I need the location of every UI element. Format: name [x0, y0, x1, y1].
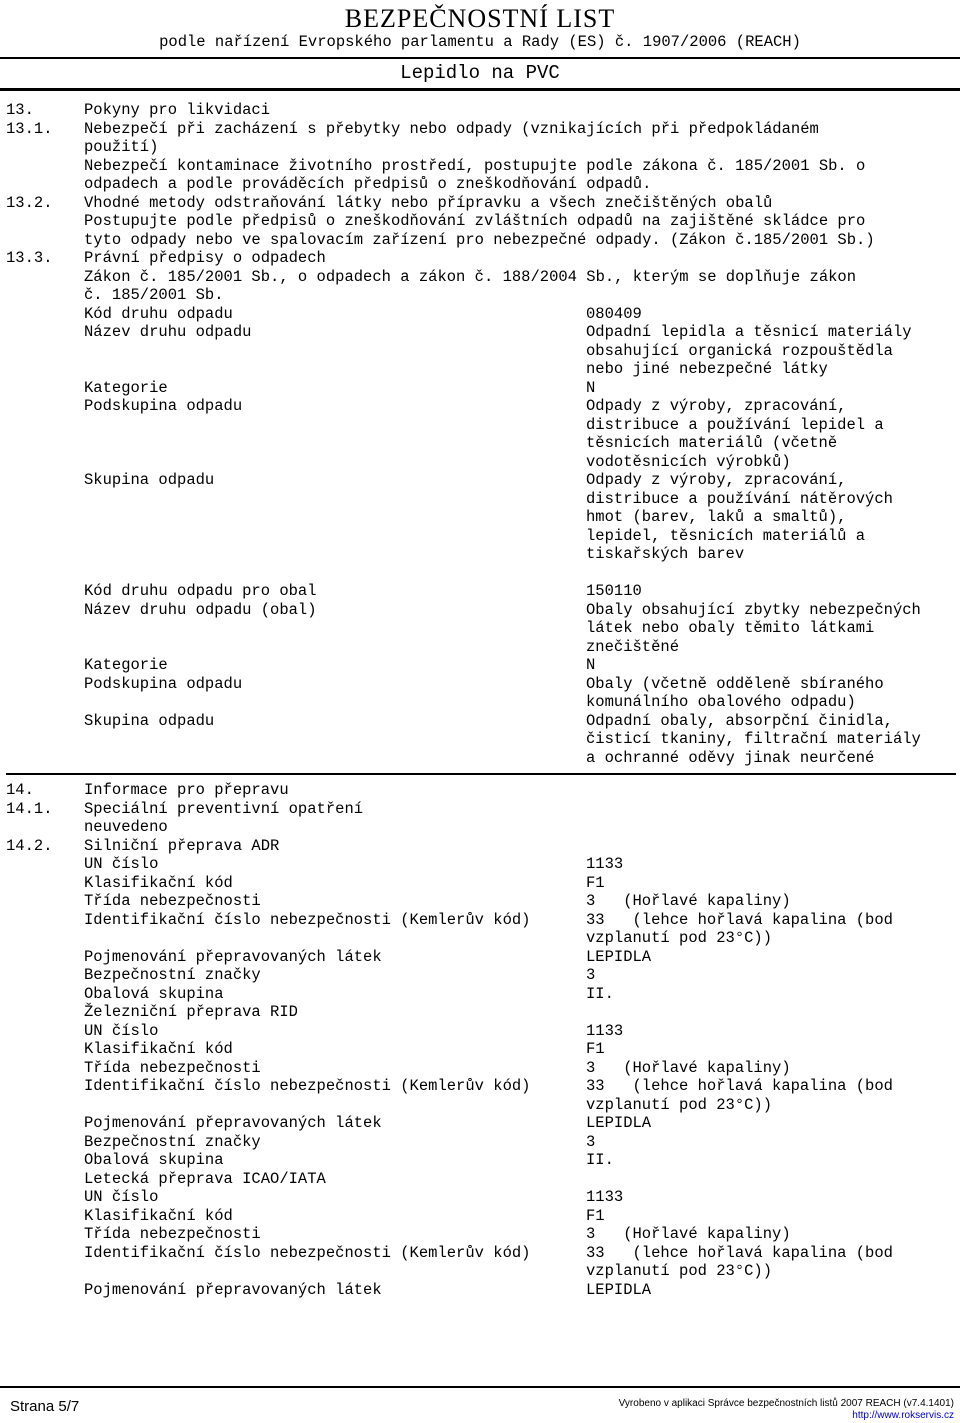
adr-un-row: UN číslo 1133	[84, 855, 624, 873]
text-line: vzplanutí pod 23°C))	[586, 1262, 773, 1280]
text-line: obsahující organická rozpouštědla	[586, 341, 893, 360]
rid-labels-row: Bezpečnostní značky 3	[84, 1132, 596, 1151]
icao-hazard-class-row: Třída nebezpečnosti 3 (Hořlavé kapaliny)	[84, 1225, 791, 1243]
paragraph-line: odpadech a podle prováděcích předpisů o zneškodňování odpadů.	[84, 175, 652, 193]
subsection-heading: 13.2. Vhodné metody odstraňování látky nebo přípravku a všech znečištěných obalů	[6, 193, 773, 212]
document-subtitle: podle nařízení Evropského parlamentu a Rady (ES) č. 1907/2006 (REACH)	[159, 33, 801, 51]
subsection-heading-cont: použití)	[84, 138, 159, 156]
icao-name-row: Pojmenování přepravovaných látek LEPIDLA	[84, 1280, 652, 1299]
text-line: znečištěné	[586, 637, 680, 656]
text-line: hmot (barev, laků a smaltů),	[586, 508, 847, 526]
text-line: tiskařských barev	[586, 545, 745, 563]
subsection-heading: 13.3. Právní předpisy o odpadech	[6, 249, 326, 267]
pack-name-row: Název druhu odpadu (obal) Obaly obsahující zbytky nebezpečných	[84, 600, 921, 619]
text-line: vodotěsnicích výrobků)	[586, 452, 791, 471]
adr-labels-row: Bezpečnostní značky 3	[84, 966, 596, 984]
text-line: vzplanutí pod 23°C))	[586, 929, 773, 947]
adr-name-row: Pojmenování přepravovaných látek LEPIDLA	[84, 947, 652, 966]
icao-kemler-row: Identifikační číslo nebezpečnosti (Kemlerův kód) 33 (lehce hořlavá kapalina (bod	[84, 1243, 893, 1262]
subsection-heading: 14.1. Speciální preventivní opatření	[6, 799, 364, 818]
adr-hazard-class-row: Třída nebezpečnosti 3 (Hořlavé kapaliny)	[84, 892, 791, 910]
text-line: a ochranné oděvy jinak neurčené	[586, 748, 875, 767]
rid-name-row: Pojmenování přepravovaných látek LEPIDLA	[84, 1114, 652, 1132]
waste-subgroup-row: Podskupina odpadu Odpady z výroby, zpracování,	[84, 397, 847, 415]
text-line: vzplanutí pod 23°C))	[586, 1095, 773, 1114]
text-line: komunálního obalového odpadu)	[586, 693, 856, 711]
text-line: lepidel, těsnicích materiálů a	[586, 526, 866, 545]
waste-group-row: Skupina odpadu Odpady z výroby, zpracování,	[84, 471, 847, 489]
subsection-heading: 14.2. Silniční přeprava ADR	[6, 836, 280, 855]
rid-hazard-class-row: Třída nebezpečnosti 3 (Hořlavé kapaliny)	[84, 1058, 791, 1077]
text-line: nebo jiné nebezpečné látky	[586, 360, 828, 378]
vendor-link[interactable]: http://www.rokservis.cz	[852, 1410, 954, 1421]
text-line: těsnicích materiálů (včetně	[586, 434, 838, 452]
rid-kemler-row: Identifikační číslo nebezpečnosti (Kemlerův kód) 33 (lehce hořlavá kapalina (bod	[84, 1077, 893, 1095]
spacer	[6, 564, 956, 583]
paragraph-line: č. 185/2001 Sb.	[84, 286, 224, 304]
adr-class-code-row: Klasifikační kód F1	[84, 873, 605, 892]
paragraph-line: Nebezpečí kontaminace životního prostředí, postupujte podle zákona č. 185/2001 Sb. o	[84, 156, 866, 175]
subsection-heading: 13.1. Nebezpečí při zacházení s přebytky nebo odpady (vznikajících při předpokládaném	[6, 119, 819, 138]
text-line: látek nebo obaly těmito látkami	[586, 619, 875, 637]
icao-class-code-row: Klasifikační kód F1	[84, 1206, 605, 1225]
header-divider-bottom	[0, 88, 960, 91]
footer-divider	[0, 1386, 960, 1388]
pack-group-row: Skupina odpadu Odpadní obaly, absorpční činidla,	[84, 711, 893, 730]
rid-class-code-row: Klasifikační kód F1	[84, 1040, 605, 1058]
waste-category-row: Kategorie N	[84, 378, 596, 397]
document-body	[6, 101, 956, 1299]
header-divider	[0, 57, 960, 59]
product-name: Lepidlo na PVC	[400, 62, 560, 84]
paragraph-line: Postupujte podle předpisů o zneškodňování zvláštních odpadů na zajištěné skládce pro	[84, 212, 866, 230]
rid-un-row: UN číslo 1133	[84, 1021, 624, 1040]
pack-category-row: Kategorie N	[84, 656, 596, 674]
text-line: distribuce a používání nátěrových	[586, 489, 893, 508]
section-heading: 14. Informace pro přepravu	[6, 781, 289, 799]
generator-note: Vyrobeno v aplikaci Správce bezpečnostních listů 2007 REACH (v7.4.1401)	[618, 1398, 954, 1409]
icao-un-row: UN číslo 1133	[84, 1188, 624, 1206]
waste-name-row: Název druhu odpadu Odpadní lepidla a těsnicí materiály	[84, 323, 912, 341]
section-heading: 13. Pokyny pro likvidaci	[6, 101, 271, 119]
pack-subgroup-row: Podskupina odpadu Obaly (včetně odděleně sbíraného	[84, 674, 884, 693]
paragraph-line: neuvedeno	[84, 818, 168, 836]
text-line: čisticí tkaniny, filtrační materiály	[586, 730, 921, 748]
adr-packing-group-row: Obalová skupina II.	[84, 984, 614, 1003]
section-divider	[6, 773, 956, 775]
waste-code-row: Kód druhu odpadu 080409	[84, 304, 642, 323]
text-line: distribuce a používání lepidel a	[586, 415, 884, 434]
rid-heading: Železniční přeprava RID	[84, 1003, 298, 1021]
adr-kemler-row: Identifikační číslo nebezpečnosti (Kemlerův kód) 33 (lehce hořlavá kapalina (bod	[84, 910, 893, 929]
paragraph-line: Zákon č. 185/2001 Sb., o odpadech a zákon č. 188/2004 Sb., kterým se doplňuje zákon	[84, 267, 857, 286]
icao-heading: Letecká přeprava ICAO/IATA	[84, 1169, 326, 1188]
document-title: BEZPEČNOSTNÍ LIST	[344, 4, 616, 33]
pack-code-row: Kód druhu odpadu pro obal 150110	[84, 582, 642, 600]
page-number: Strana 5/7	[10, 1398, 80, 1415]
paragraph-line: tyto odpady nebo ve spalovacím zařízení pro nebezpečné odpady. (Zákon č.185/2001 Sb.)	[84, 230, 875, 249]
rid-packing-group-row: Obalová skupina II.	[84, 1151, 614, 1169]
